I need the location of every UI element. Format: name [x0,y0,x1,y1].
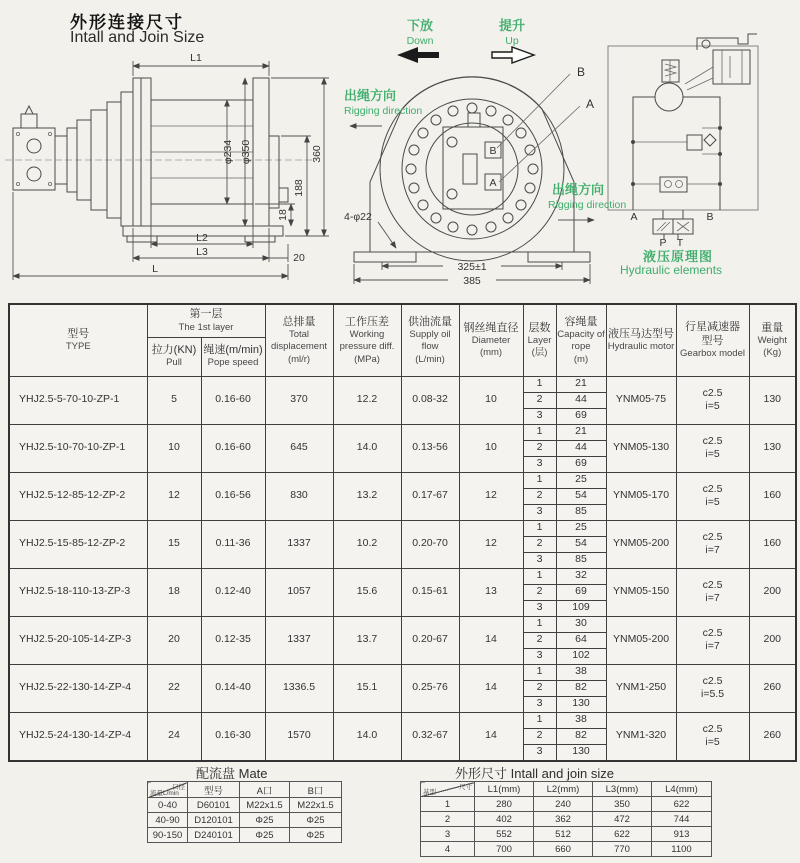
cell-displacement: 1337 [265,520,333,568]
cell-displacement: 1570 [265,712,333,761]
spec-row [9,472,796,488]
size-cell-l4: 622 [652,797,712,812]
dim-385: 385 [463,275,481,287]
size-cell-l1: 402 [475,812,534,827]
cell-layer: 2 [523,488,556,504]
dim-360: 360 [311,145,323,163]
cell-pull: 15 [147,520,201,568]
relief-valve [662,60,679,83]
col-header-first-layer: 第一层 The 1st layer [147,304,265,337]
cell-type: YHJ2.5-15-85-12-ZP-2 [9,520,147,568]
counterbalance-valve [687,135,702,150]
cell-capacity: 54 [556,536,606,552]
col-header-displacement: 总排量 Total displacement (ml/r) [265,304,333,376]
up-label-zh: 提升 [498,18,526,33]
mate-cell-model: D60101 [188,798,240,813]
size-cell-l3: 472 [593,812,652,827]
size-cell-l2: 362 [534,812,593,827]
cell-gearbox: c2.5 i=5 [676,472,749,520]
size-col-l3: L3(mm) [593,782,652,797]
cell-capacity: 69 [556,584,606,600]
main-table-body [9,376,796,761]
size-cell-no: 4 [421,842,475,857]
mate-table-title: 配流盘 Mate [196,766,268,781]
spec-row [9,664,796,680]
rigging-right-en: Rigging direction [548,199,627,211]
cell-speed: 0.16-56 [201,472,265,520]
dim-holes: 4-φ22 [344,211,372,223]
cell-layer: 2 [523,392,556,408]
port-b-label: B [706,211,714,223]
front-view-drawing [342,14,627,287]
cell-layer: 1 [523,424,556,440]
cell-capacity: 38 [556,712,606,728]
cell-pull: 22 [147,664,201,712]
motor-symbol [655,83,683,111]
cell-capacity: 85 [556,552,606,568]
cell-layer: 1 [523,568,556,584]
spec-row [9,376,796,392]
cell-motor: YNM1-250 [606,664,676,712]
cell-pull: 20 [147,616,201,664]
cell-layer: 2 [523,728,556,744]
cell-weight: 160 [749,472,796,520]
cell-layer: 1 [523,664,556,680]
cell-displacement: 1337 [265,616,333,664]
col-header-pressure: 工作压差 Working pressure diff. (MPa) [333,304,401,376]
cell-type: YHJ2.5-12-85-12-ZP-2 [9,472,147,520]
down-arrow-icon [397,47,439,63]
cell-diameter: 10 [459,424,523,472]
mate-cell-range: 0-40 [148,798,188,813]
cell-flow: 0.25-76 [401,664,459,712]
col-header-type: 型号 TYPE [9,304,147,376]
mate-col-a: A口 [240,782,290,798]
cell-capacity: 85 [556,504,606,520]
down-label-en: Down [406,35,434,47]
cell-motor: YNM05-170 [606,472,676,520]
size-table-title: 外形尺寸 Intall and join size [455,766,614,781]
directional-valve [653,219,693,239]
dim-d234: φ234 [222,139,234,165]
dim-l: L [152,263,158,275]
dim-188: 188 [293,179,305,197]
cell-capacity: 82 [556,728,606,744]
mate-row [148,813,342,828]
dim-l2: L2 [196,232,208,244]
cell-displacement: 645 [265,424,333,472]
mate-cell-a: M22x1.5 [240,798,290,813]
cell-weight: 260 [749,664,796,712]
cell-capacity: 82 [556,680,606,696]
cell-layer: 2 [523,680,556,696]
cell-capacity: 30 [556,616,606,632]
cell-layer: 3 [523,408,556,424]
mate-row [148,828,342,843]
brake-cylinder [685,50,750,90]
cell-pressure: 13.7 [333,616,401,664]
down-label-zh: 下放 [406,18,434,33]
cell-speed: 0.14-40 [201,664,265,712]
mate-cell-b: Φ25 [290,828,342,843]
size-cell-l3: 350 [593,797,652,812]
mate-diagonal-cell: 口径 流量L/min [148,782,188,798]
size-cell-l2: 240 [534,797,593,812]
side-view-drawing [5,48,343,288]
cell-capacity: 69 [556,456,606,472]
cell-layer: 3 [523,744,556,761]
size-cell-l1: 280 [475,797,534,812]
cell-capacity: 102 [556,648,606,664]
cell-layer: 1 [523,712,556,728]
cell-diameter: 13 [459,568,523,616]
cell-pull: 24 [147,712,201,761]
cell-diameter: 12 [459,472,523,520]
cell-type: YHJ2.5-18-110-13-ZP-3 [9,568,147,616]
cell-capacity: 38 [556,664,606,680]
cell-displacement: 370 [265,376,333,424]
cell-flow: 0.32-67 [401,712,459,761]
cell-capacity: 25 [556,472,606,488]
page-title: 外形连接尺寸 [70,13,184,32]
size-cell-l4: 744 [652,812,712,827]
spec-row [9,520,796,536]
cell-pressure: 10.2 [333,520,401,568]
cell-flow: 0.08-32 [401,376,459,424]
page-title-en: Intall and Join Size [70,29,205,46]
spec-row [9,712,796,728]
check-valve-icon [704,134,716,146]
dim-d350: φ350 [240,139,252,165]
size-row [421,842,712,857]
cell-displacement: 1057 [265,568,333,616]
cell-capacity: 69 [556,408,606,424]
cell-diameter: 14 [459,712,523,761]
cell-capacity: 64 [556,632,606,648]
col-header-weight: 重量 Weight (Kg) [749,304,796,376]
size-col-l1: L1(mm) [475,782,534,797]
cell-gearbox: c2.5 i=5 [676,424,749,472]
cell-capacity: 109 [556,600,606,616]
mate-cell-range: 40-90 [148,813,188,828]
cell-layer: 2 [523,632,556,648]
cell-motor: YNM05-150 [606,568,676,616]
cell-speed: 0.16-60 [201,376,265,424]
cell-displacement: 1336.5 [265,664,333,712]
rigging-left-zh: 出绳方向 [344,88,397,103]
col-header-gearbox: 行星减速器 型号 Gearbox model [676,304,749,376]
cell-layer: 3 [523,696,556,712]
cell-capacity: 130 [556,696,606,712]
size-cell-l3: 622 [593,827,652,842]
cell-diameter: 14 [459,664,523,712]
cell-pressure: 15.1 [333,664,401,712]
cell-flow: 0.15-61 [401,568,459,616]
valve-block [443,113,503,209]
spec-row [9,424,796,440]
rigging-left-en: Rigging direction [344,105,423,117]
cell-diameter: 14 [459,616,523,664]
size-table [420,781,712,857]
cell-pull: 18 [147,568,201,616]
mate-cell-model: D120101 [188,813,240,828]
cell-pull: 5 [147,376,201,424]
cell-speed: 0.12-35 [201,616,265,664]
cell-layer: 1 [523,520,556,536]
mate-cell-a: Φ25 [240,813,290,828]
cell-flow: 0.13-56 [401,424,459,472]
cell-gearbox: c2.5 i=5 [676,712,749,761]
port-t-label: T [676,237,684,249]
size-cell-no: 1 [421,797,475,812]
mate-col-model: 型号 [188,782,240,798]
size-cell-no: 3 [421,827,475,842]
size-cell-no: 2 [421,812,475,827]
cell-gearbox: c2.5 i=5.5 [676,664,749,712]
cell-type: YHJ2.5-22-130-14-ZP-4 [9,664,147,712]
cell-type: YHJ2.5-5-70-10-ZP-1 [9,376,147,424]
dim-325: 325±1 [457,261,487,273]
cell-layer: 2 [523,440,556,456]
cell-capacity: 44 [556,440,606,456]
cell-motor: YNM05-130 [606,424,676,472]
cell-displacement: 830 [265,472,333,520]
cell-layer: 3 [523,456,556,472]
cell-gearbox: c2.5 i=7 [676,520,749,568]
cell-flow: 0.20-67 [401,616,459,664]
label-a: A [586,97,595,111]
shuttle-valve [633,177,720,192]
cell-pull: 12 [147,472,201,520]
size-col-l4: L4(mm) [652,782,712,797]
cell-speed: 0.12-40 [201,568,265,616]
hydraulic-caption-en: Hydraulic elements [620,263,723,277]
cell-pressure: 14.0 [333,424,401,472]
size-diagonal-cell: 尺寸 基型 [421,782,475,797]
cell-diameter: 10 [459,376,523,424]
cell-capacity: 21 [556,376,606,392]
label-b: B [577,65,586,79]
cell-weight: 260 [749,712,796,761]
cell-layer: 2 [523,584,556,600]
cell-capacity: 54 [556,488,606,504]
cell-motor: YNM1-320 [606,712,676,761]
hydraulic-motor-sideview [13,106,55,190]
cell-layer: 1 [523,616,556,632]
size-cell-l1: 552 [475,827,534,842]
dim-l3: L3 [196,246,208,258]
cell-pressure: 13.2 [333,472,401,520]
hydraulic-schematic [600,22,798,249]
cell-layer: 1 [523,376,556,392]
cell-layer: 1 [523,472,556,488]
cell-gearbox: c2.5 i=7 [676,568,749,616]
cell-pressure: 15.6 [333,568,401,616]
cell-weight: 200 [749,616,796,664]
cell-type: YHJ2.5-24-130-14-ZP-4 [9,712,147,761]
size-col-l2: L2(mm) [534,782,593,797]
mate-table-body [148,798,342,843]
up-arrow-icon [492,47,534,63]
cell-weight: 160 [749,520,796,568]
cell-pressure: 12.2 [333,376,401,424]
up-label-en: Up [505,35,519,47]
size-cell-l1: 700 [475,842,534,857]
cell-capacity: 21 [556,424,606,440]
mate-table [147,781,342,843]
col-header-speed: 绳速(m/min) Pope speed [201,337,265,376]
cell-layer: 2 [523,536,556,552]
cell-layer: 3 [523,600,556,616]
spec-row [9,616,796,632]
cell-capacity: 32 [556,568,606,584]
mate-col-b: B口 [290,782,342,798]
cell-layer: 3 [523,552,556,568]
hydraulic-caption-zh: 液压原理图 [643,249,714,264]
svg-text:A: A [489,177,497,189]
cell-gearbox: c2.5 i=7 [676,616,749,664]
cell-capacity: 44 [556,392,606,408]
cell-motor: YNM05-200 [606,520,676,568]
size-cell-l2: 660 [534,842,593,857]
cell-motor: YNM05-75 [606,376,676,424]
port-p-label: P [659,237,667,249]
mate-cell-range: 90-150 [148,828,188,843]
col-header-motor: 液压马达型号 Hydraulic motor [606,304,676,376]
cell-layer: 3 [523,648,556,664]
mate-row [148,798,342,813]
mate-cell-model: D240101 [188,828,240,843]
cell-weight: 130 [749,424,796,472]
rigging-right-zh: 出绳方向 [552,182,605,197]
svg-text:B: B [489,145,497,157]
mate-cell-b: Φ25 [290,813,342,828]
cell-diameter: 12 [459,520,523,568]
size-cell-l4: 913 [652,827,712,842]
col-header-layers: 层数 Layer (层) [523,304,556,376]
cell-gearbox: c2.5 i=5 [676,376,749,424]
col-header-flow: 供油流量 Supply oil flow (L/min) [401,304,459,376]
col-header-capacity: 容绳量 Capacity of rope (m) [556,304,606,376]
spec-table [8,303,797,762]
cell-speed: 0.16-60 [201,424,265,472]
size-table-body [421,797,712,857]
col-header-diameter: 钢丝绳直径 Diameter (mm) [459,304,523,376]
size-cell-l4: 1100 [652,842,712,857]
cell-speed: 0.16-30 [201,712,265,761]
size-cell-l2: 512 [534,827,593,842]
cell-motor: YNM05-200 [606,616,676,664]
cell-type: YHJ2.5-10-70-10-ZP-1 [9,424,147,472]
mate-cell-b: M22x1.5 [290,798,342,813]
size-row [421,797,712,812]
size-row [421,827,712,842]
dim-18: 18 [277,209,289,221]
size-row [421,812,712,827]
cell-pull: 10 [147,424,201,472]
size-cell-l3: 770 [593,842,652,857]
cell-pressure: 14.0 [333,712,401,761]
cell-capacity: 130 [556,744,606,761]
dim-20: 20 [293,252,305,264]
cell-weight: 200 [749,568,796,616]
cell-capacity: 25 [556,520,606,536]
port-a-label: A [630,211,638,223]
cell-type: YHJ2.5-20-105-14-ZP-3 [9,616,147,664]
cell-weight: 130 [749,376,796,424]
col-header-pull: 拉力(KN) Pull [147,337,201,376]
cell-speed: 0.11-36 [201,520,265,568]
cell-flow: 0.17-67 [401,472,459,520]
spec-row [9,568,796,584]
dim-l1: L1 [190,52,202,64]
cell-flow: 0.20-70 [401,520,459,568]
mate-cell-a: Φ25 [240,828,290,843]
cell-layer: 3 [523,504,556,520]
